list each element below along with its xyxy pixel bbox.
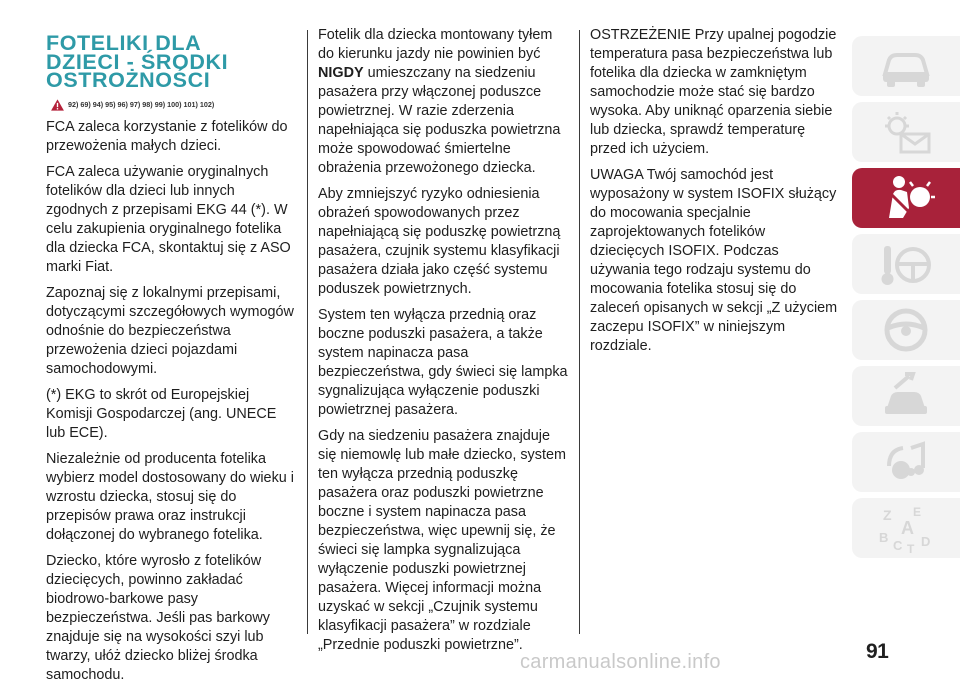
tab-car[interactable] xyxy=(852,36,960,96)
tab-warning-lights[interactable] xyxy=(852,102,960,162)
paragraph xyxy=(318,26,572,178)
column-divider xyxy=(579,30,580,634)
paragraph: UWAGA Twój samochód jest wyposażony w system ISOFIX służący do mocowania specjalnie zaprojektowanych fotelików dziecięcych ISOFIX. Podczas używania tego rodzaju systemu do mocowania fotelika stosuj się do zaleceń opisanych w sekcji „Z użyciem zaczepu ISOFIX” w niniejszym rozdziale. xyxy=(590,167,838,354)
warning-references xyxy=(50,99,298,111)
wrench-car-icon xyxy=(875,370,937,422)
paragraph: FCA zaleca korzystanie z fotelików do przewożenia małych dzieci. xyxy=(46,118,288,154)
column-divider xyxy=(307,30,308,634)
tab-emergency[interactable] xyxy=(852,366,960,426)
car-icon xyxy=(875,40,937,92)
emphasis-never: NIGDY xyxy=(318,65,364,81)
title-line: DZIECI - ŚRODKI xyxy=(46,49,229,74)
index-letter: C xyxy=(893,538,903,553)
warning-lights-icon xyxy=(875,106,937,158)
paragraph: Zapoznaj się z lokalnymi przepisami, dotyczącymi szczegółowych wymogów odnośnie do bezpieczeństwa przewożenia dzieci pojazdami samochodowymi. xyxy=(46,284,294,377)
chapter-tabs xyxy=(852,36,960,564)
index-letter: B xyxy=(879,530,889,545)
index-letters-icon xyxy=(875,502,937,554)
media-icon xyxy=(875,436,937,488)
index-letter: T xyxy=(907,542,915,554)
tab-driving[interactable] xyxy=(852,300,960,360)
paragraph: FCA zaleca używanie oryginalnych fotelików dla dzieci lub innych zgodnych z przepisami EKG 44 (*). W celu zakupienia oryginalnego fotelika dla dziecka FCA, skontaktuj się z ASO marki Fiat. xyxy=(46,163,291,275)
title-line: FOTELIKI DLA xyxy=(46,31,202,55)
paragraph: System ten wyłącza przednią oraz boczne poduszki pasażera, a także system napinacza pasa bezpieczeństwa, gdy świeci się lampka sygnalizująca wyłączenie poduszki powietrznej pasażera. xyxy=(318,307,568,418)
airbag-seatbelt-icon xyxy=(875,172,937,224)
paragraph: Niezależnie od producenta fotelika wybierz model dostosowany do wieku i wzrostu dziecka, stosuj się do przepisów prawa oraz instrukcji dołączonej do wybranego fotelika. xyxy=(46,450,294,543)
warning-triangle-icon xyxy=(50,99,65,111)
index-letter: E xyxy=(913,505,922,519)
index-letter: Z xyxy=(883,507,892,523)
paragraph: (*) EKG to skrót od Europejskiej Komisji Gospodarczej (ang. UNECE lub ECE). xyxy=(46,386,277,441)
tab-safety[interactable] xyxy=(852,168,960,228)
column-right xyxy=(590,26,840,363)
index-letter: A xyxy=(901,518,914,538)
warning-refs-text: 92) 69) 94) 95) 96) 97) 98) 99) 100) 101) 102) xyxy=(68,100,215,109)
paragraph: Gdy na siedzeniu pasażera znajduje się niemowlę lub małe dziecko, system ten wyłącza przednią poduszkę pasażera oraz poduszki powietrzne boczne i system napinacza pasa bezpieczeństwa, więc upewnij się, że świeci się lampka sygnalizująca wyłączenie poduszki powietrznej pasażera. Więcej informacji można uzyskać w sekcji „Czujnik systemu klasyfikacji pasażera” w rozdziale „Przednie poduszki powietrzne”. xyxy=(318,428,566,653)
steering-wheel-icon xyxy=(875,304,937,356)
text-run: Fotelik dla dziecka montowany tyłem do kierunku jazdy nie powinien być xyxy=(318,27,553,62)
watermark: carmanualsonline.info xyxy=(520,651,721,673)
index-letter: D xyxy=(921,534,931,549)
paragraph: Dziecko, które wyrosło z fotelików dziecięcych, powinno zakładać biodrowo-barkowe pasy bezpieczeństwa. Jeśli pas barkowy znajduje się na wysokości szyi lub twarzy, ułóż dziecko bliżej środka samochodu. xyxy=(46,552,270,683)
tab-starting[interactable] xyxy=(852,234,960,294)
paragraph: OSTRZEŻENIE Przy upalnej pogodzie temperatura pasa bezpieczeństwa lub fotelika dla dziecka w zamkniętym samochodzie może stać się bardzo wysoka. Aby uniknąć oparzenia siebie lub dziecka, sprawdź temperaturę przed ich użyciem. xyxy=(590,27,837,157)
text-run: umieszczany na siedzeniu pasażera przy włączonej poduszce powietrznej. W razie zderzenia napełniająca się poduszka powietrzna może spowodować śmiertelne obrażenia przewożonego dziecka. xyxy=(318,65,561,176)
column-left xyxy=(46,26,298,692)
tab-index[interactable] xyxy=(852,498,960,558)
section-title xyxy=(46,31,298,92)
title-line: OSTROŻNOŚCI xyxy=(46,68,211,92)
steering-key-icon xyxy=(875,238,937,290)
tab-servicing[interactable] xyxy=(852,432,960,492)
paragraph: Aby zmniejszyć ryzyko odniesienia obrażeń spowodowanych przez napełniającą się poduszkę powietrzną pasażera, czujnik systemu klasyfikacji pasażera działa jako część systemu poduszek powietrznych. xyxy=(318,186,561,297)
column-middle xyxy=(318,26,572,662)
page-number: 91 xyxy=(866,640,889,663)
